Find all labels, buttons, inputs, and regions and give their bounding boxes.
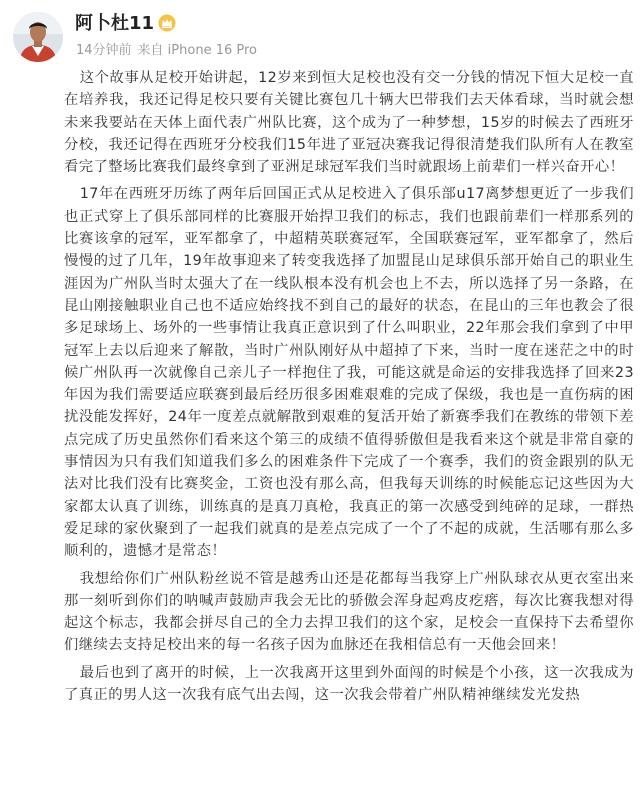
post-paragraph: 17年在西班牙历练了两年后回国正式从足校进入了俱乐部u17离梦想更近了一步我们也正式穿上了俱乐部同样的比赛服开始捍卫我们的标志，我们也跟前辈们一样那系列的比赛该拿的冠军，亚军都拿了，中超精英联赛冠军，全国联赛冠军，亚军都拿了，然后慢慢的过了几年，19年故事迎来了转变我选择了加盟昆山足球俱乐部开始自己的职业生涯因为广州队当时太强大了在一线队根本没有机会也上不去，所以选择了另一条路，在昆山刚接触职业自己也不适应始终找不到自己的最好的状态，在昆山的三年也教会了很多足球场上、场外的一些事情让我真正意识到了什么叫职业，22年那会我们拿到了中甲冠军上去以后迎来了解散，当时广州队刚好从中超掉了下来，当时一度在迷茫之中的时候广州队再一次就像自己亲儿子一样抱住了我，可能这就是命运的安排我选择了回来23年因为我们需要适应联赛到最后经历很多困难艰难的完成了保级，我也是一直伤病的困扰没能发挥好，24年一度差点就解散到艰难的复活开始了新赛季我们在教练的带领下差点完成了历史虽然你们看来这个第三的成绩不值得骄傲但是我看来这个就是非常自豪的事情因为只有我们知道我们多么的困难条件下完成了一个赛季，我们的资金跟别的队无法对比我们没有比赛奖金，工资也没有那么高，但我每天训练的时候能忘记这些因为大家都太认真了训练，训练真的是真刀真枪，我真正的第一次感受到纯碎的足球，一群热爱足球的家伙聚到了一起我们就真的是差点完成了一个了不起的成就，生活哪有那么多顺利的，遗憾才是常态！ (64, 186, 634, 560)
avatar-photo-icon (13, 12, 63, 62)
crown-badge-icon (158, 14, 176, 38)
post-content (64, 67, 634, 706)
post-paragraph: 最后也到了离开的时候，上一次我离开这里到外面闯的时候是个小孩，这一次我成为了真正的男人这一次我有底气出去闯，这一次我会带着广州队精神继续发光发热 (64, 664, 634, 704)
username[interactable] (75, 13, 176, 38)
post-paragraph: 我想给你们广州队粉丝说不管是越秀山还是花都每当我穿上广州队球衣从更衣室出来那一刻听到你们的呐喊声鼓励声我会无比的骄傲会浑身起鸡皮疙瘩，每次比赛我想对得起这个标志，我都会拼尽自己的全力去捍卫我们的这个家，足校会一直保持下去希望你们继续去支持足校出来的每一名孩子因为血脉还在我相信总有一天他会回来！ (64, 570, 634, 654)
post-time: 14分钟前 (76, 43, 132, 58)
user-avatar[interactable] (13, 12, 63, 62)
post-meta (76, 43, 257, 59)
post-paragraph: 这个故事从足校开始讲起，12岁来到恒大足校也没有交一分钱的情况下恒大足校一直在培养我，我还记得足校只要有关键比赛包几十辆大巴带我们去天体看球，当时就会想未来我要站在天体上面代表广州队比赛，这个成为了一种梦想，15岁的时候去了西班牙分校，我还记得在西班牙分校我们15年进了亚冠决赛我记得很清楚我们队所有人在教室看完了整场比赛我们最终拿到了亚洲足球冠军我们当时就跟场上前辈们一样兴奋开心！ (64, 70, 634, 176)
post-header (0, 0, 640, 72)
username-text: 阿卜杜11 (75, 13, 155, 34)
post-source: 来自 iPhone 16 Pro (137, 43, 257, 58)
